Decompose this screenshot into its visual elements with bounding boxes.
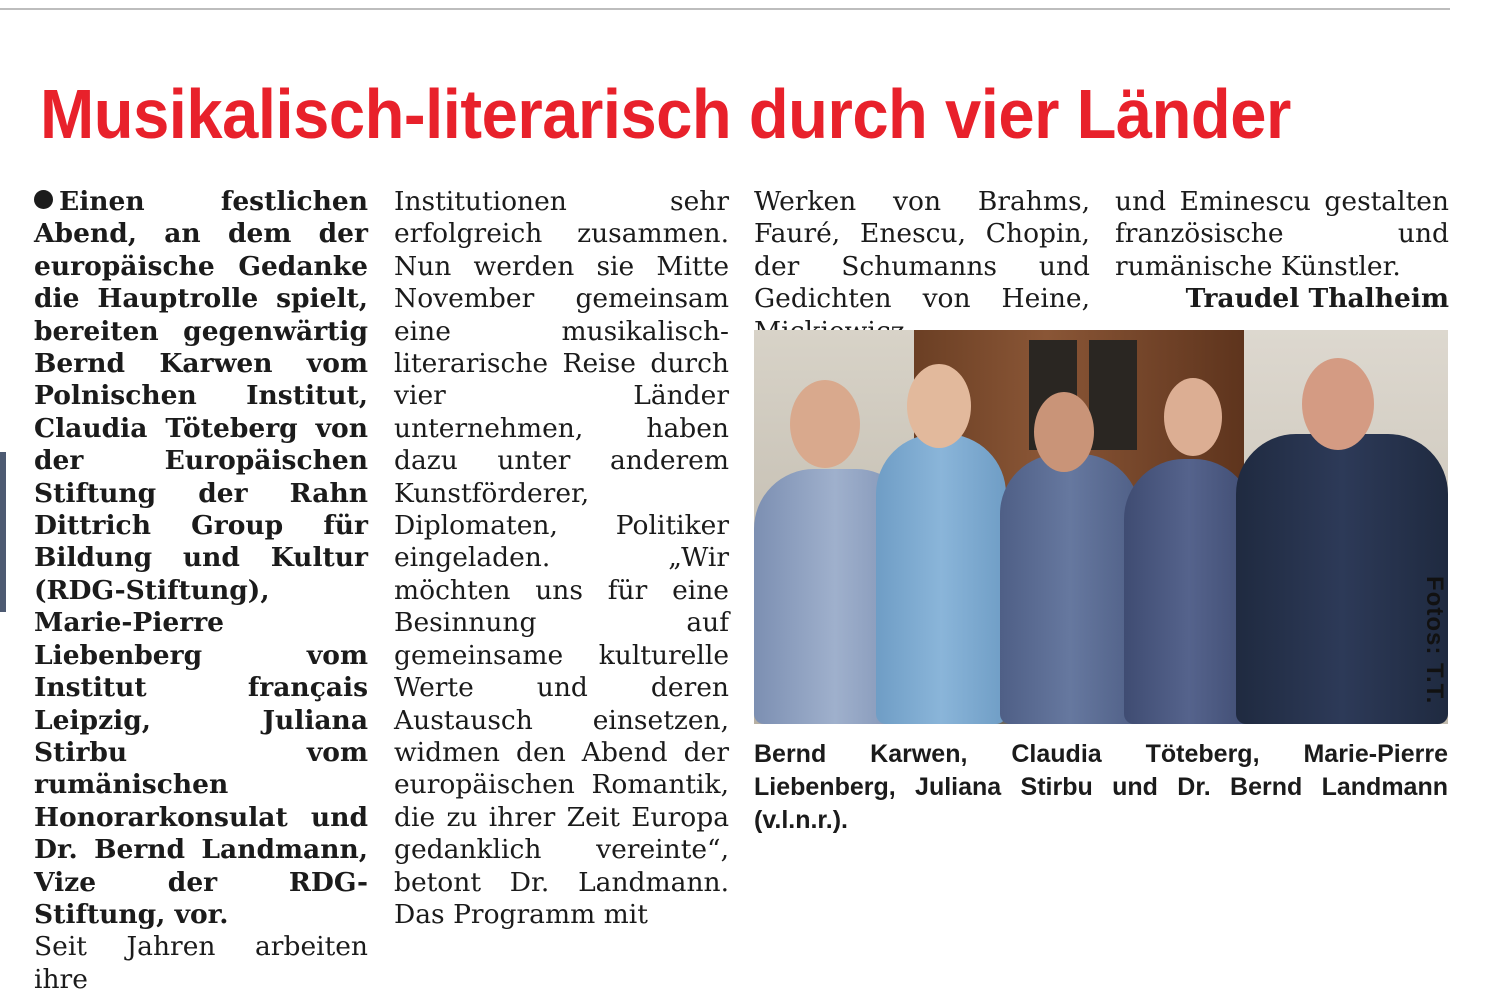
body-text-col1: Seit Jahren arbeiten ihre (34, 931, 368, 995)
body-text-col4: und Eminescu gestalten französische und rumänische Künstler. (1115, 186, 1449, 282)
photo-credit: Fotos: T.T. (1421, 576, 1448, 705)
page-edge-mark (0, 452, 6, 612)
person-4-head (1164, 378, 1222, 456)
person-5 (1236, 434, 1448, 724)
person-3-head (1034, 392, 1094, 472)
top-rule (0, 8, 1450, 10)
person-2-head (907, 364, 971, 448)
person-4 (1124, 459, 1254, 724)
article-author: Traudel Thalheim (1185, 283, 1449, 315)
photo-caption: Bernd Karwen, Claudia Töteberg, Marie-Pierre Liebenberg, Juliana Stirbu und Dr. Bernd Landmann (v.l.n.r.). (754, 740, 1448, 834)
body-text-col2: Institutionen sehr erfolgreich zusammen. Nun werden sie Mitte November gemeinsam eine musikalisch-literarische Reise durch vier Länder unternehmen, haben dazu unter anderem Kunstförderer, Diplomaten, Politiker eingeladen. „Wir möchten uns für eine Besinnung auf gemeinsame kulturelle Werte und deren Austausch einsetzen, widmen den Abend der europäischen Romantik, die zu ihrer Zeit Europa gedanklich vereinte“, betont Dr. Landmann. Das Programm mit (394, 186, 729, 930)
body-text-col3: Werken von Brahms, Fauré, Enescu, Chopin, der Schumanns und Gedichten von Heine, (754, 186, 1090, 315)
article-column-3 (754, 186, 1090, 348)
person-2 (876, 434, 1006, 724)
article-lead (34, 186, 368, 931)
lead-text: Einen festlichen Abend, an dem der europäische Gedanke die Hauptrolle spielt, bereiten gegenwärtig Bernd Karwen vom Polnischen Institut, Claudia Töteberg von der Europäischen Stiftung der Rahn Dittrich Group für Bildung und Kultur (RDG-Stiftung), Marie-Pierre Liebenberg vom Institut français Leipzig, Juliana Stirbu vom rumänischen Honorarkonsulat und Dr. Bernd Landmann, Vize der RDG-Stiftung, vor. (34, 186, 368, 930)
person-5-head (1302, 358, 1374, 450)
article-column-2 (394, 186, 729, 931)
article-column-4 (1115, 186, 1449, 316)
group-photo (754, 330, 1448, 724)
bullet-icon (34, 190, 53, 209)
photo-door-window (1089, 340, 1137, 450)
article-column-1 (34, 186, 368, 996)
person-1-head (790, 380, 860, 468)
article-headline: Musikalisch-literarisch durch vier Länder (40, 75, 1291, 153)
person-3 (1000, 454, 1140, 724)
